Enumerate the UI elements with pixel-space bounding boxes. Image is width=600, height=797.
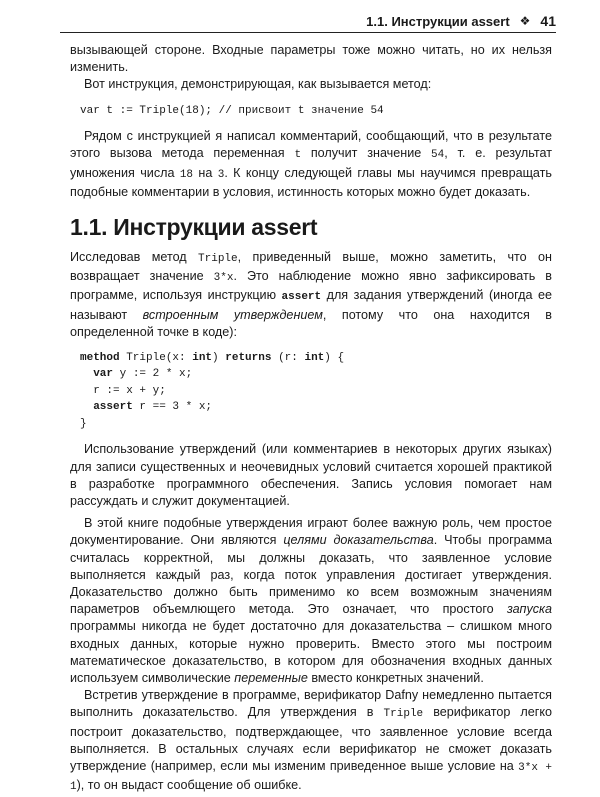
- paragraph-good-practice: Использование утверждений (или комментариев в некоторых других языках) для записи существенных и неочевидных условий считается хорошей практикой в разработке программного обеспечения. Запись условия помогает нам рассуждать и служит документацией.: [70, 442, 552, 509]
- running-title: 1.1. Инструкции assert: [366, 13, 510, 29]
- page-number: 41: [540, 13, 556, 29]
- emphasis: встроенным утверждением: [142, 307, 323, 322]
- inline-code: Triple: [198, 252, 238, 265]
- inline-code: 54: [431, 149, 445, 162]
- inline-code: 3*x + 1: [70, 762, 552, 794]
- inline-code: t: [294, 149, 302, 162]
- paragraph-proof-goals: В этой книге подобные утверждения играют более важную роль, чем простое документирование. Они являются целями доказательства. Чтобы программа считалась корректной, мы должны доказать, что заявленное условие выполняется каждый раз, когда поток управления достигает утверждения. Доказательство должно быть применимо ко всем возможным значениям параметров объемлющего метода. Это означает, что простого запуска программы никогда не будет достаточно для доказательства – слишком много входных данных, которые нужно проверить. Вместо этого мы построим математическое доказательство, в котором для обозначения входных данных используем символические переменные вместо конкретных значений.: [70, 516, 552, 686]
- ornament-icon: ❖: [519, 14, 531, 28]
- code-call-example: [70, 103, 552, 120]
- inline-code: 3: [217, 168, 225, 181]
- paragraph-comment-explanation: Рядом с инструкцией я написал комментарий, сообщающий, что в результате этого вызова метода переменная t получит значение 54, т. е. результат умножения числа 18 на 3. К концу следующей главы мы научимся превращать подобные комментарии в условия, истинность которых можно будет доказать.: [70, 129, 552, 199]
- inline-code-keyword: assert: [281, 291, 322, 304]
- inline-code: 18: [179, 168, 194, 181]
- paragraph-call-intro: Вот инструкция, демонстрирующая, как вызывается метод:: [84, 77, 432, 92]
- emphasis: запуска: [506, 602, 552, 617]
- paragraph-assert-intro: Исследовав метод Triple, приведенный выше, можно заметить, что он возвращает значение 3*x. Это наблюдение можно явно зафиксировать в программе, используя инструкцию assert для задания утверждений (иногда ее называют встроенным утверждением, потому что она находится в определенной точке в коде):: [70, 249, 552, 339]
- emphasis: целями доказательства: [283, 533, 434, 548]
- inline-code: 3*x: [213, 272, 234, 285]
- emphasis: переменные: [234, 671, 308, 686]
- page-body: [70, 42, 552, 797]
- paragraph-continuation: вызывающей стороне. Входные параметры тоже можно читать, но их нельзя изменить.: [70, 43, 552, 75]
- section-heading: 1.1. Инструкции assert: [70, 213, 318, 240]
- code-line: var t := Triple(18); // присвоит t значение 54: [80, 104, 384, 117]
- code-triple-method: method Triple(x: int) returns (r: int) { var y := 2 * x; r := x + y; assert r == 3 * x; }: [80, 351, 345, 430]
- running-header: [60, 10, 556, 33]
- inline-code: Triple: [383, 708, 424, 721]
- paragraph-dafny-verifier: Встретив утверждение в программе, верификатор Dafny немедленно пытается выполнить доказательство. Для утверждения в Triple верификатор легко построит доказательство, подтверждающее, что заявленное условие всегда выполняется. В остальных случаях если верификатор не сможет доказать утверждение (например, если мы изменим приведенное выше условие на 3*x + 1), то он выдаст сообщение об ошибке.: [70, 688, 552, 794]
